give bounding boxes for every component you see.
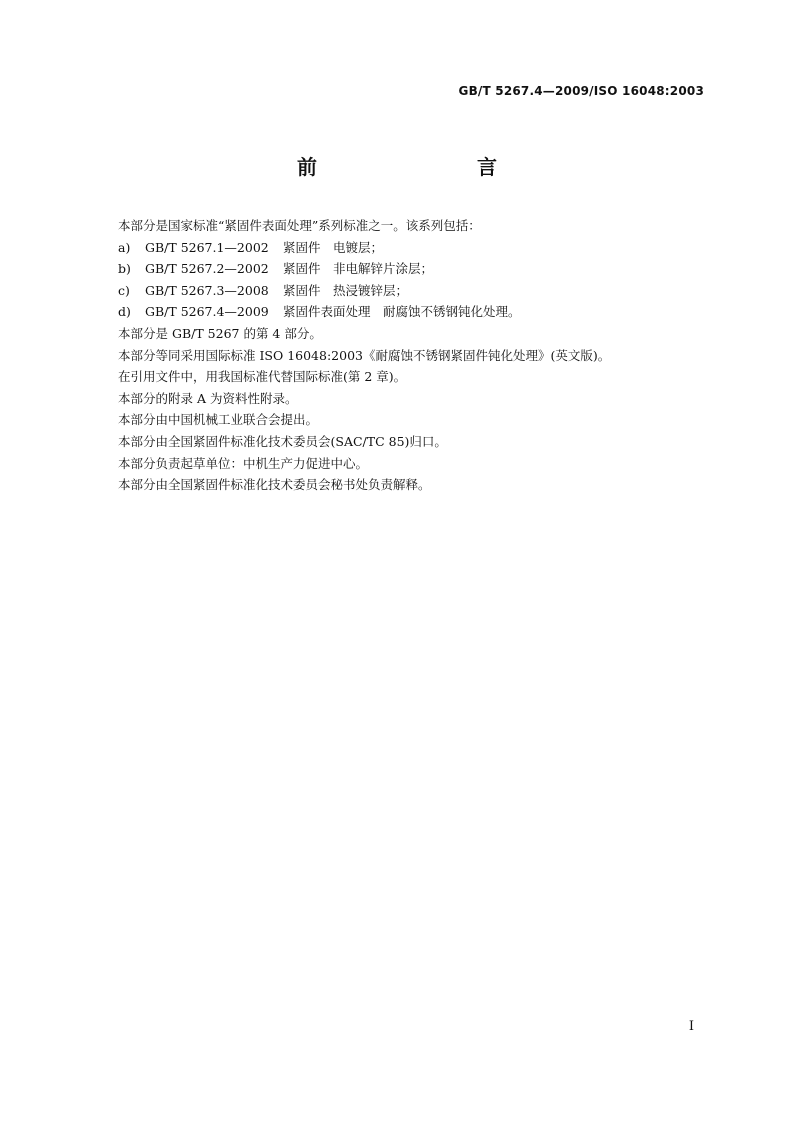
annex-paragraph: 本部分的附录 A 为资料性附录。 [118,390,298,406]
page-title: 前 言 [297,155,537,179]
standard-reference-code: GB/T 5267.4—2009 [145,304,269,320]
intro-paragraph: 本部分是国家标准“紧固件表面处理”系列标准之一。该系列包括： [118,218,481,233]
standard-reference-title: 紧固件 热浸镀锌层； [283,282,409,298]
interpretation-paragraph: 本部分由全国紧固件标准化技术委员会秘书处负责解释。 [118,477,431,493]
committee-paragraph: 本部分由全国紧固件标准化技术委员会(SAC/TC 85)归口。 [118,433,447,449]
proposer-paragraph: 本部分由中国机械工业联合会提出。 [118,412,319,428]
list-marker: b) [118,261,131,277]
part-note-paragraph: 本部分是 GB/T 5267 的第 4 部分。 [118,325,322,341]
standard-reference-code: GB/T 5267.2—2002 [145,261,269,277]
foreword-body [118,215,718,496]
adoption-paragraph: 本部分等同采用国际标准 ISO 16048:2003《耐腐蚀不锈钢紧固件钝化处理》(英文版)。 [118,347,611,363]
drafting-unit-paragraph: 本部分负责起草单位：中机生产力促进中心。 [118,455,369,471]
standard-reference-title: 紧固件表面处理 耐腐蚀不锈钢钝化处理。 [283,304,521,320]
standard-code-header: GB/T 5267.4—2009/ISO 16048:2003 [458,84,704,98]
series-item-b [118,258,718,280]
list-marker: a) [118,239,131,255]
standard-reference-title: 紧固件 非电解锌片涂层； [283,261,434,277]
standard-reference-title: 紧固件 电镀层； [283,239,384,255]
series-item-d [118,301,718,323]
series-item-a [118,237,718,259]
series-item-c [118,280,718,302]
page-number: I [688,1019,694,1034]
references-paragraph: 在引用文件中，用我国标准代替国际标准(第 2 章)。 [118,369,407,385]
list-marker: c) [118,282,130,298]
list-marker: d) [118,304,131,320]
standard-reference-code: GB/T 5267.1—2002 [145,239,269,255]
standard-reference-code: GB/T 5267.3—2008 [145,282,269,298]
